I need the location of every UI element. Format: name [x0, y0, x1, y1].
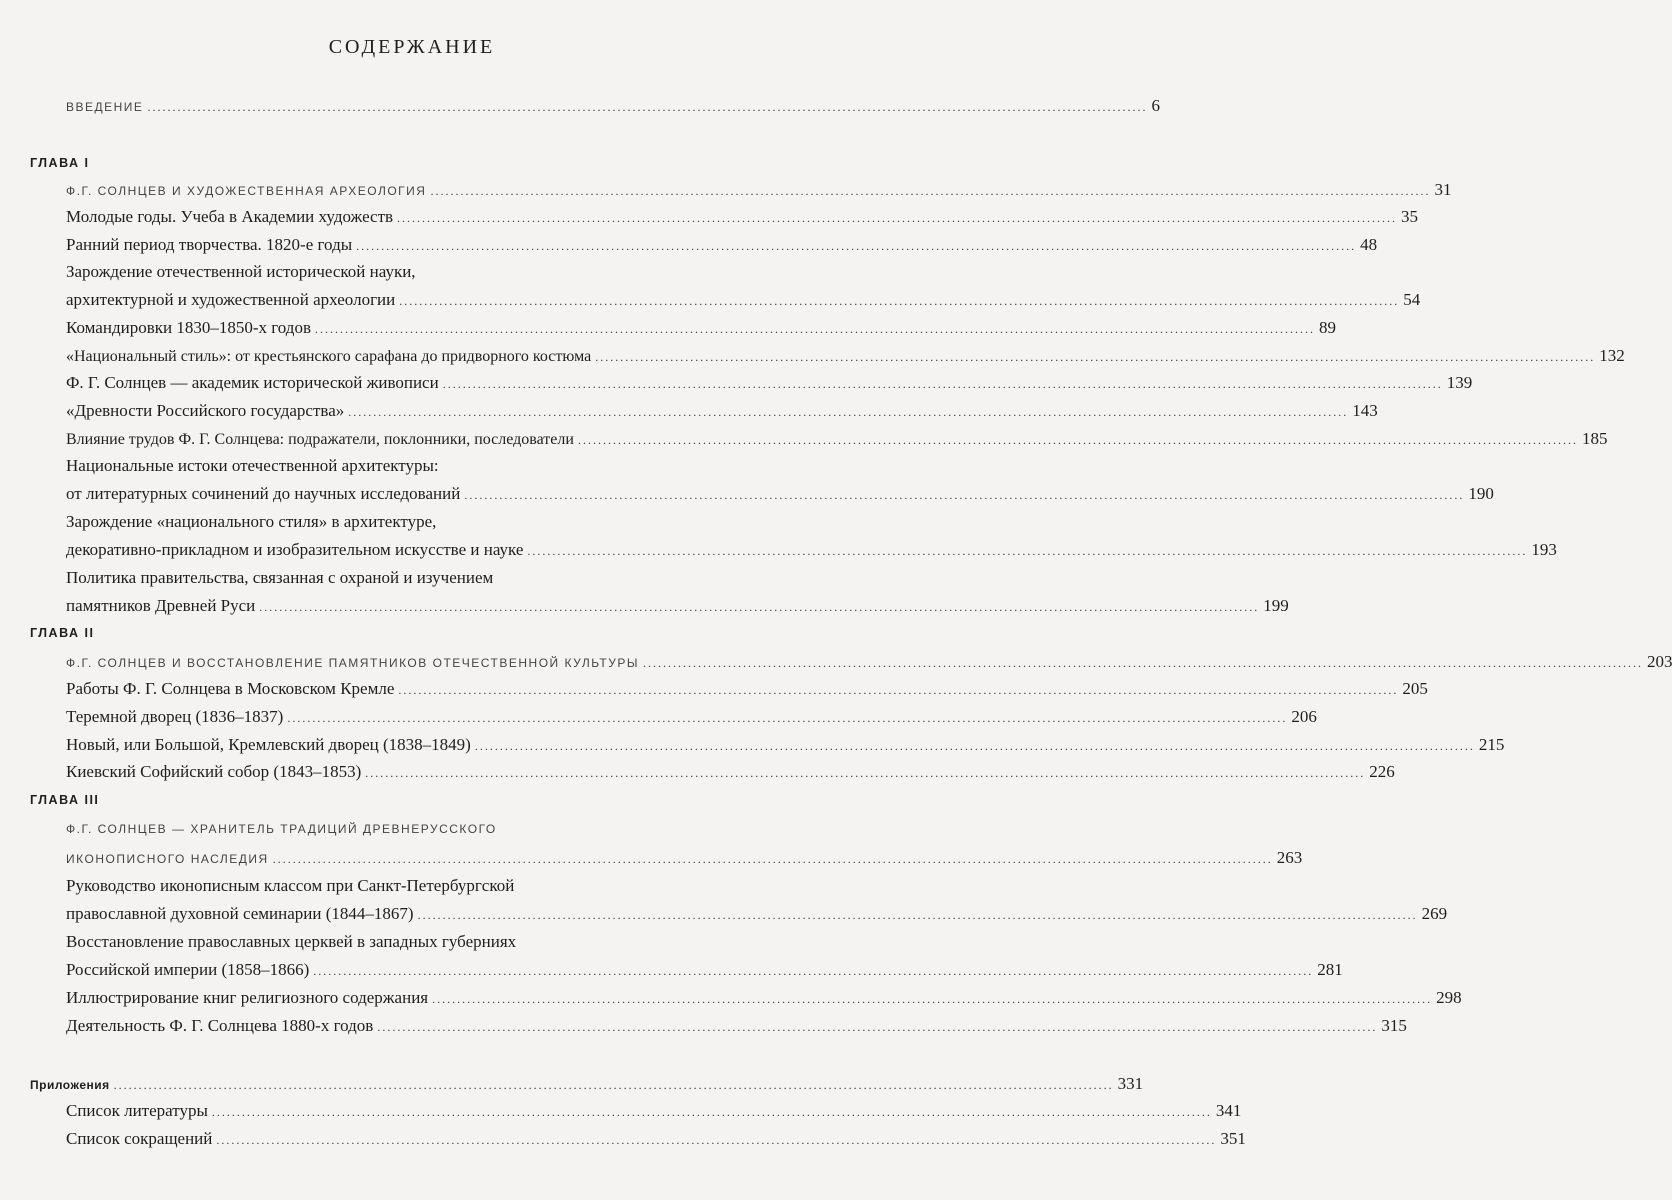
entry-label: декоративно-прикладном и изобразительном искусстве и науке: [66, 540, 524, 559]
toc-entry[interactable]: [66, 429, 1608, 449]
entry-page: 139: [1446, 373, 1473, 392]
entry-label: «Национальный стиль»: от крестьянского сарафана до придворного костюма: [66, 348, 592, 365]
entry-label: Деятельность Ф. Г. Солнцева 1880-х годов: [66, 1016, 374, 1035]
entry-label: Ф.Г. СОЛНЦЕВ И ВОССТАНОВЛЕНИЕ ПАМЯТНИКОВ ОТЕЧЕСТВЕННОЙ КУЛЬТУРЫ: [66, 656, 639, 670]
leader-dots: ........................................................................................................................................................................................................: [147, 100, 1148, 114]
entry-page: 206: [1291, 707, 1317, 726]
entry-label: Новый, или Большой, Кремлевский дворец (1838–1849): [66, 735, 471, 754]
entry-label: Работы Ф. Г. Солнцева в Московском Кремле: [66, 679, 395, 698]
entry-page: 193: [1531, 540, 1557, 559]
toc-entry[interactable]: [66, 290, 1421, 310]
toc-entry[interactable]: [66, 318, 1336, 338]
leader-dots: ........................................................................................................................................................................................................: [595, 350, 1596, 364]
toc-entry[interactable]: [66, 960, 1343, 980]
toc-entry[interactable]: [66, 401, 1378, 421]
entry-label: Список литературы: [66, 1101, 208, 1120]
leader-dots: ........................................................................................................................................................................................................: [442, 377, 1443, 391]
entry-page: 226: [1369, 762, 1395, 781]
leader-dots: ........................................................................................................................................................................................................: [464, 488, 1465, 502]
entry-page: 35: [1401, 207, 1419, 226]
toc-entry[interactable]: [66, 207, 1419, 227]
leader-dots: ........................................................................................................................................................................................................: [527, 544, 1528, 558]
leader-dots: ........................................................................................................................................................................................................: [377, 1020, 1378, 1034]
entry-first-line: Восстановление православных церквей в западных губерниях: [66, 932, 517, 951]
toc-entry[interactable]: [66, 1129, 1246, 1149]
page-title: СОДЕРЖАНИЕ: [328, 36, 496, 58]
entry-page: 263: [1276, 848, 1303, 867]
entry-label: от литературных сочинений до научных исследований: [66, 484, 461, 503]
entry-page: 215: [1478, 735, 1505, 754]
entry-label: Ранний период творчества. 1820-е годы: [66, 235, 353, 254]
entry-page: 143: [1352, 401, 1378, 420]
entry-first-line: Зарождение отечественной исторической науки,: [66, 262, 416, 281]
entry-page: 190: [1468, 484, 1494, 503]
toc-entry[interactable]: [66, 707, 1317, 727]
leader-dots: ........................................................................................................................................................................................................: [272, 852, 1273, 866]
entry-page: 31: [1434, 180, 1452, 199]
entry-first-line: Политика правительства, связанная с охраной и изучением: [66, 568, 494, 587]
leader-dots: ........................................................................................................................................................................................................: [398, 683, 1399, 697]
leader-dots: ........................................................................................................................................................................................................: [397, 211, 1398, 225]
toc-entry[interactable]: [66, 1101, 1242, 1121]
entry-first-line: Национальные истоки отечественной архитектуры:: [66, 456, 439, 475]
entry-page: 185: [1581, 429, 1608, 448]
toc-chapter-2-head[interactable]: [66, 652, 1672, 672]
entry-page: 281: [1317, 960, 1343, 979]
leader-dots: ........................................................................................................................................................................................................: [287, 711, 1288, 725]
entry-page: 132: [1599, 346, 1625, 365]
entry-page: 205: [1402, 679, 1428, 698]
entry-label: Теремной дворец (1836–1837): [66, 707, 284, 726]
toc-entry[interactable]: [66, 988, 1462, 1008]
entry-label: Влияние трудов Ф. Г. Солнцева: подражатели, поклонники, последователи: [66, 431, 574, 448]
toc-entry[interactable]: [66, 904, 1448, 924]
entry-page: 315: [1381, 1016, 1407, 1035]
leader-dots: ........................................................................................................................................................................................................: [348, 405, 1349, 419]
entry-label: Киевский Софийский собор (1843–1853): [66, 762, 362, 781]
entry-first-line: Зарождение «национального стиля» в архитектуре,: [66, 512, 437, 531]
entry-page: 298: [1436, 988, 1462, 1007]
leader-dots: ........................................................................................................................................................................................................: [577, 433, 1578, 447]
entry-label: архитектурной и художественной археологии: [66, 290, 396, 309]
leader-dots: ........................................................................................................................................................................................................: [216, 1133, 1217, 1147]
leader-dots: ........................................................................................................................................................................................................: [113, 1078, 1114, 1092]
entry-page: 203: [1646, 652, 1672, 671]
toc-entry[interactable]: [66, 235, 1378, 255]
leader-dots: ........................................................................................................................................................................................................: [356, 239, 1357, 253]
entry-page: 6: [1151, 96, 1160, 115]
leader-dots: ........................................................................................................................................................................................................: [432, 992, 1433, 1006]
toc-chapter-3-head[interactable]: [66, 848, 1303, 868]
leader-dots: ........................................................................................................................................................................................................: [314, 322, 1315, 336]
entry-page: 89: [1318, 318, 1336, 337]
toc-entry[interactable]: [66, 484, 1494, 504]
entry-first-line: Руководство иконописным классом при Санкт-Петербургской: [66, 876, 515, 895]
leader-dots: ........................................................................................................................................................................................................: [642, 656, 1643, 670]
chapter-3-label: ГЛАВА III: [30, 793, 100, 807]
entry-label: Иллюстрирование книг религиозного содержания: [66, 988, 429, 1007]
entry-label: Приложения: [30, 1078, 110, 1092]
entry-label: православной духовной семинарии (1844–1867): [66, 904, 414, 923]
leader-dots: ........................................................................................................................................................................................................: [365, 766, 1366, 780]
toc-entry[interactable]: [66, 373, 1473, 393]
toc-entry[interactable]: [66, 679, 1428, 699]
leader-dots: ........................................................................................................................................................................................................: [399, 294, 1400, 308]
leader-dots: ........................................................................................................................................................................................................: [211, 1105, 1212, 1119]
entry-page: 351: [1220, 1129, 1246, 1148]
toc-entry-intro[interactable]: [66, 96, 1160, 116]
toc-entry[interactable]: [66, 346, 1625, 366]
leader-dots: ........................................................................................................................................................................................................: [474, 739, 1475, 753]
entry-label: Молодые годы. Учеба в Академии художеств: [66, 207, 394, 226]
entry-label: Командировки 1830–1850-х годов: [66, 318, 311, 337]
toc-entry[interactable]: [66, 596, 1289, 616]
toc-entry[interactable]: [66, 735, 1505, 755]
leader-dots: ........................................................................................................................................................................................................: [417, 908, 1418, 922]
entry-label: ВВЕДЕНИЕ: [66, 100, 144, 114]
entry-page: 54: [1403, 290, 1421, 309]
toc-appendix-head[interactable]: [30, 1074, 1144, 1094]
toc-chapter-1-head[interactable]: [66, 180, 1452, 200]
chapter-1-label: ГЛАВА I: [30, 156, 90, 170]
leader-dots: ........................................................................................................................................................................................................: [430, 184, 1431, 198]
entry-label: Список сокращений: [66, 1129, 213, 1148]
entry-page: 341: [1215, 1101, 1242, 1120]
entry-label: «Древности Российского государства»: [66, 401, 345, 420]
entry-page: 199: [1263, 596, 1289, 615]
leader-dots: ........................................................................................................................................................................................................: [259, 600, 1260, 614]
chapter-2-label: ГЛАВА II: [30, 626, 95, 640]
entry-label: ИКОНОПИСНОГО НАСЛЕДИЯ: [66, 852, 269, 866]
entry-page: 331: [1117, 1074, 1144, 1093]
entry-page: 48: [1360, 235, 1378, 254]
toc-entry[interactable]: [66, 540, 1557, 560]
entry-label: памятников Древней Руси: [66, 596, 256, 615]
entry-page: 269: [1421, 904, 1448, 923]
toc-entry[interactable]: [66, 1016, 1407, 1036]
entry-label: Российской империи (1858–1866): [66, 960, 310, 979]
toc-entry[interactable]: [66, 762, 1395, 782]
leader-dots: ........................................................................................................................................................................................................: [313, 964, 1314, 978]
chapter-head-first-line: Ф.Г. СОЛНЦЕВ — ХРАНИТЕЛЬ ТРАДИЦИЙ ДРЕВНЕРУССКОГО: [66, 822, 497, 836]
entry-label: Ф. Г. Солнцев — академик исторической живописи: [66, 373, 439, 392]
entry-label: Ф.Г. СОЛНЦЕВ И ХУДОЖЕСТВЕННАЯ АРХЕОЛОГИЯ: [66, 184, 427, 198]
